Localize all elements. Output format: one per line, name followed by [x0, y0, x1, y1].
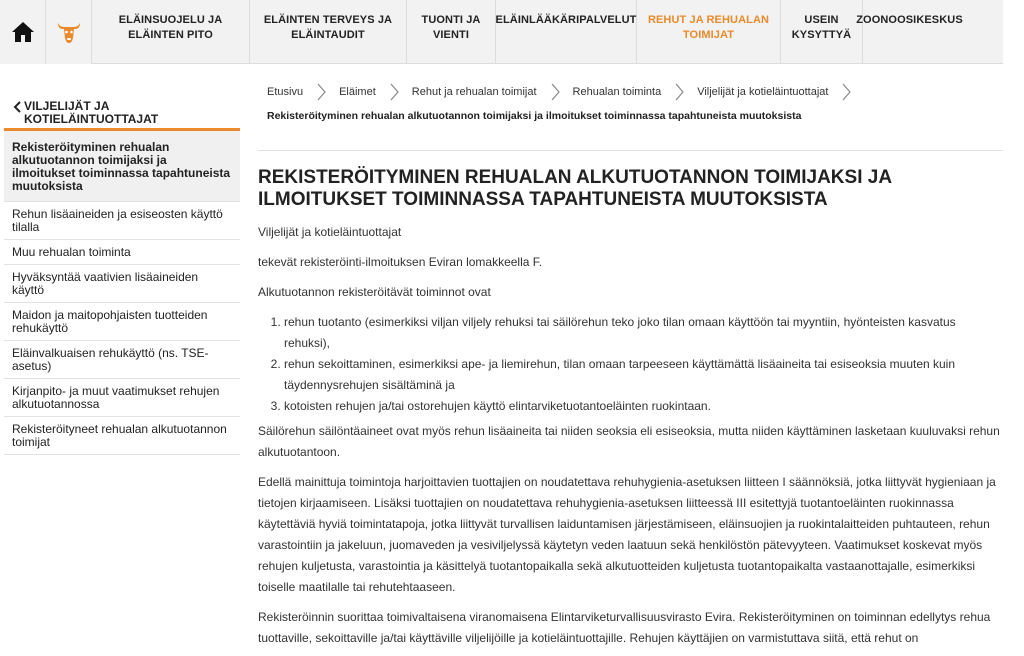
nav-item-faq[interactable]: USEIN KYSYTTYÄ: [781, 0, 863, 64]
sidebar-item-registration[interactable]: Rekisteröityminen rehualan alkutuotannon toimijaksi ja ilmoitukset toiminnassa tapahtuneista muutoksista: [4, 131, 240, 202]
sidebar-item-other-activity[interactable]: Muu rehualan toiminta: [4, 240, 240, 265]
sidebar-back-link[interactable]: [4, 96, 240, 131]
chevron-right-icon: [671, 80, 687, 104]
nav-item-zoonosis[interactable]: ZOONOOSIKESKUS: [856, 14, 963, 26]
list-item: 1. rehun tuotanto (esimerkiksi viljan viljely rehuksi tai säilörehun teko joko tilan omaan käyttöön tai myyntiin, hyönteisten kasvatus rehuksi),: [284, 312, 1003, 354]
sidebar-item-animal-protein[interactable]: Eläinvalkuaisen rehukäyttö (ns. TSE-asetus): [4, 341, 240, 379]
activities-list: [258, 312, 1003, 417]
breadcrumb-home[interactable]: Etusivu: [267, 86, 304, 98]
list-item: 3. kotoisten rehujen ja/tai ostorehujen käyttö elintarviketuotantoeläinten ruokintaan.: [284, 396, 1003, 417]
brand-button[interactable]: [46, 0, 92, 64]
chevron-left-icon: [12, 101, 24, 113]
paragraph-intro: Viljelijät ja kotieläintuottajat: [258, 225, 402, 239]
sidebar-item-additives-use[interactable]: Rehun lisäaineiden ja esiseosten käyttö tilalla: [4, 202, 240, 240]
breadcrumb-farmers[interactable]: Viljelijät ja kotieläintuottajat: [697, 86, 829, 98]
home-icon: [11, 21, 35, 43]
breadcrumb: [258, 80, 1003, 122]
nav-item-import-export[interactable]: TUONTI JA VIENTI: [407, 0, 496, 64]
nav-item-feeds[interactable]: REHUT JA REHUALAN TOIMIJAT: [637, 0, 781, 64]
sidebar-item-milk-products[interactable]: Maidon ja maitopohjaisten tuotteiden rehukäyttö: [4, 303, 240, 341]
list-item: 2. rehun sekoittaminen, esimerkiksi ape- ja liemirehun, tilan omaan tarpeeseen käyttämättä lisäaineita tai esiseoksia muuten kuin täydennysrehujen sisältäminä ja: [284, 354, 1003, 396]
breadcrumb-animals[interactable]: Eläimet: [339, 86, 376, 98]
sidebar-item-approval-additives[interactable]: Hyväksyntää vaativien lisäaineiden käyttö: [4, 265, 240, 303]
divider: [258, 150, 1003, 151]
paragraph-registration: Rekisteröinnin suorittaa toimivaltaisena viranomaisena Elintarviketurvallisuusvirasto Evira. Rekisteröityminen on toiminnan edellytys rehua tuottaville, sekoittaville ja/tai käyttäville viljelijöille ja kotieläintuottajille. Rehujen käyttäjien on varmistuttava siitä, että rehut on: [258, 610, 991, 645]
chevron-right-icon: [547, 80, 563, 104]
nav-item-animal-welfare[interactable]: ELÄINSUOJELU JA ELÄINTEN PITO: [92, 0, 250, 64]
paragraph-activities: Alkutuotannon rekisteröitävät toiminnot ovat: [258, 285, 491, 299]
nav-item-vet-services[interactable]: ELÄINLÄÄKÄRIPALVELUT: [496, 0, 637, 64]
home-button[interactable]: [0, 0, 46, 64]
paragraph-silage: Säilörehun säilöntäaineet ovat myös rehun lisäaineita tai niiden seoksia eli esiseoksia, mutta niiden käyttäminen lasketaan kuuluvaksi rehun alkutuotantoon.: [258, 424, 1000, 459]
chevron-right-icon: [313, 80, 329, 104]
breadcrumb-current: Rekisteröityminen rehualan alkutuotannon toimijaksi ja ilmoitukset toiminnassa tapahtuneista muutoksista: [267, 110, 802, 122]
chevron-right-icon: [838, 80, 854, 104]
nav-item-animal-health[interactable]: ELÄINTEN TERVEYS JA ELÄINTAUDIT: [250, 0, 407, 64]
breadcrumb-feeds[interactable]: Rehut ja rehualan toimijat: [411, 86, 537, 98]
sidebar-item-bookkeeping[interactable]: Kirjanpito- ja muut vaatimukset rehujen alkutuotannossa: [4, 379, 240, 417]
breadcrumb-feed-activity[interactable]: Rehualan toiminta: [572, 86, 662, 98]
sidebar: [4, 96, 240, 455]
cow-head-icon: [56, 20, 82, 44]
sidebar-item-registered-operators[interactable]: Rekisteröityneet rehualan alkutuotannon toimijat: [4, 417, 240, 455]
main-content: [258, 167, 1003, 656]
paragraph-form: tekevät rekisteröinti-ilmoituksen Eviran lomakkeella F.: [258, 255, 543, 269]
sidebar-back-label: VILJELIJÄT JA KOTIELÄINTUOTTAJAT: [24, 99, 159, 126]
chevron-right-icon: [386, 80, 402, 104]
paragraph-hygiene: Edellä mainittuja toimintoja harjoittavien tuottajien on noudatettava rehuhygienia-asetuksen liitteen I säännöksiä, jotka liittyvät hygieniaan ja tietojen kirjaamiseen. Lisäksi tuottajien on noudatettava rehuhygienia-asetuksen liitteessä III esitettyjä tuotantoeläinten ruokinnassa käytettäviä hyviä toimintatapoja, jotka liittyvät turvallisen laiduntamisen järjestämiseen, eläinsuojien ja ruokintalaitteiden puhtauteen, rehun varastointiin ja jakeluun, juomaveden ja vesiviljelyssä käytetyn veden laatuun sekä henkilöstön pätevyyteen. Vaatimukset koskevat myös rehujen kuljetusta, varastointia ja käsittelyä tuotantopaikalla sekä alkutuotteiden kuljetusta tuotantopaikalta vastaanottajalle, esimerkiksi toiselle maatilalle tai rehutehtaaseen.: [258, 475, 996, 594]
page-title: REKISTERÖITYMINEN REHUALAN ALKUTUOTANNON TOIMIJAKSI JA ILMOITUKSET TOIMINNASSA TAPAHTUNEISTA MUUTOKSISTA: [258, 167, 892, 210]
top-navigation: [0, 0, 1003, 64]
